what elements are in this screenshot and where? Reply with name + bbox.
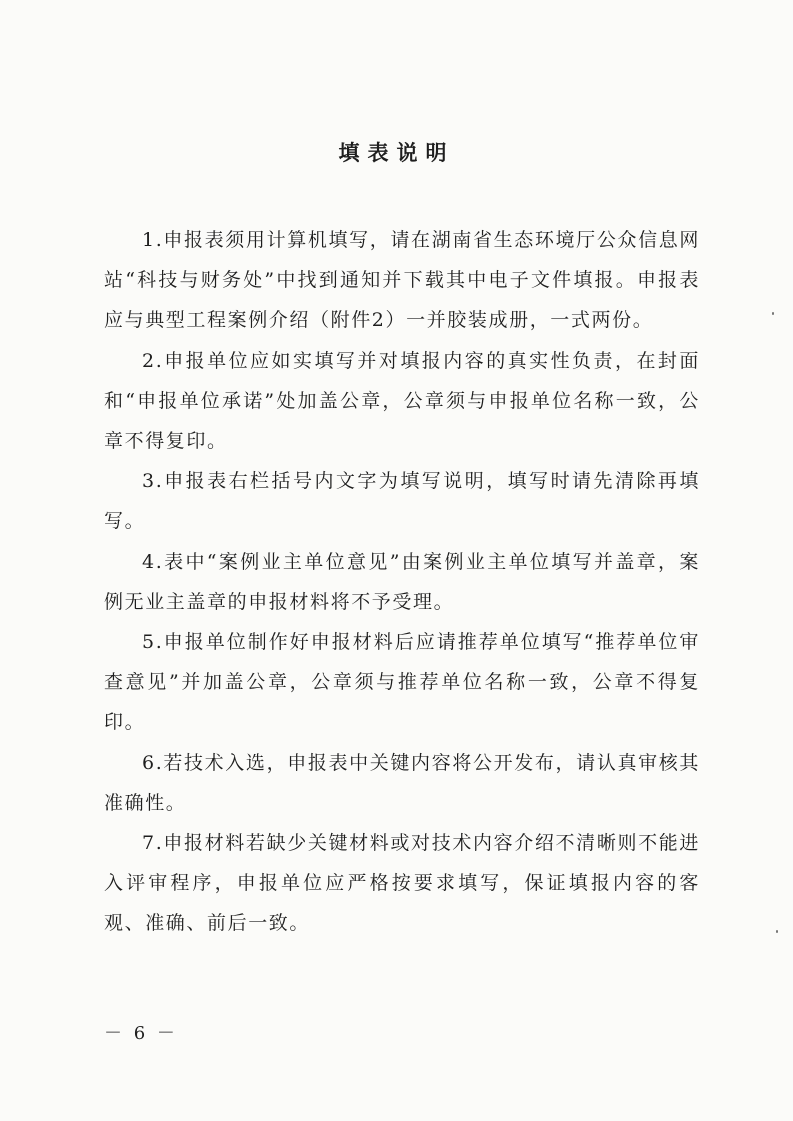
instruction-paragraph-1: 1.申报表须用计算机填写，请在湖南省生态环境厅公众信息网站“科技与财务处”中找到通知并下载其中电子文件填报。申报表应与典型工程案例介绍（附件2）一并胶装成册，一式两份。	[104, 229, 700, 332]
instruction-paragraph-2: 2.申报单位应如实填写并对填报内容的真实性负责，在封面和“申报单位承诺”处加盖公章，公章须与申报单位名称一致，公章不得复印。	[104, 349, 700, 453]
scan-speck	[776, 930, 778, 933]
instruction-paragraph-6: 6.若技术入选，申报表中关键内容将公开发布，请认真审核其准确性。	[104, 751, 700, 814]
scan-speck	[772, 312, 774, 315]
instruction-paragraph-4: 4.表中“案例业主单位意见”由案例业主单位填写并盖章，案例无业主盖章的申报材料将不予受理。	[104, 550, 700, 613]
page-number: － 6 －	[104, 1023, 178, 1044]
page-title: 填表说明	[338, 140, 455, 165]
instruction-paragraph-7: 7.申报材料若缺少关键材料或对技术内容介绍不清晰则不能进入评审程序，申报单位应严格按要求填写，保证填报内容的客观、准确、前后一致。	[104, 832, 700, 935]
instruction-paragraph-3: 3.申报表右栏括号内文字为填写说明，填写时请先清除再填写。	[104, 470, 700, 533]
instruction-paragraph-5: 5.申报单位制作好申报材料后应请推荐单位填写“推荐单位审查意见”并加盖公章，公章须与推荐单位名称一致，公章不得复印。	[104, 631, 700, 734]
instructions-body	[104, 220, 700, 944]
